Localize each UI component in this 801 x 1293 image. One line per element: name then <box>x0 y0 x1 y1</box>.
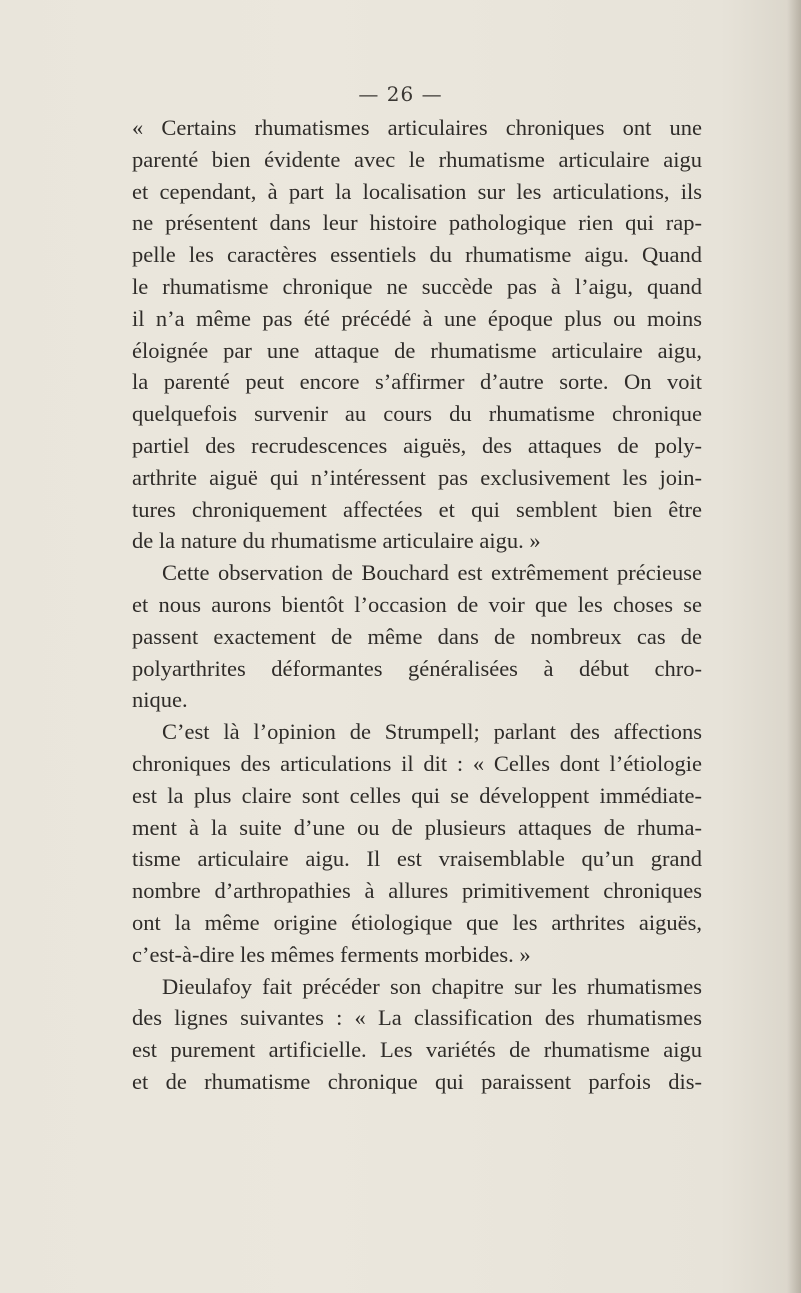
page-edge-shadow <box>787 0 801 1293</box>
text-line: de la nature du rhumatisme articulaire aigu. » <box>132 528 541 554</box>
text-line: ment à la suite d’une ou de plusieurs attaques de rhuma- <box>132 814 702 840</box>
text-line: ne présentent dans leur histoire pathologique rien qui rap- <box>132 210 702 236</box>
text-line: Dieulafoy fait précéder son chapitre sur les rhumatismes <box>162 973 702 999</box>
text-line: le rhumatisme chronique ne succède pas à l’aigu, quand <box>132 273 702 299</box>
text-line: des lignes suivantes : « La classification des rhumatismes <box>132 1005 702 1031</box>
text-line: tures chroniquement affectées et qui semblent bien être <box>132 496 702 522</box>
text-line: polyarthrites déformantes généralisées à début chro- <box>132 655 702 681</box>
text-line: la parenté peut encore s’affirmer d’autre sorte. On voit <box>132 369 702 395</box>
text-line: il n’a même pas été précédé à une époque plus ou moins <box>132 305 702 331</box>
text-line: nique. <box>132 687 188 713</box>
text-line: partiel des recrudescences aiguës, des attaques de poly- <box>132 432 702 458</box>
text-line: éloignée par une attaque de rhumatisme articulaire aigu, <box>132 337 702 363</box>
body-text <box>132 112 702 1098</box>
text-line: ont la même origine étiologique que les arthrites aiguës, <box>132 909 702 935</box>
text-line: parenté bien évidente avec le rhumatisme articulaire aigu <box>132 146 702 172</box>
text-line: passent exactement de même dans de nombreux cas de <box>132 623 702 649</box>
text-line: et cependant, à part la localisation sur les articulations, ils <box>132 178 702 204</box>
text-line: et de rhumatisme chronique qui paraissent parfois dis- <box>132 1068 702 1094</box>
text-line: nombre d’arthropathies à allures primitivement chroniques <box>132 878 702 904</box>
text-line: est purement artificielle. Les variétés de rhumatisme aigu <box>132 1037 702 1063</box>
text-line: quelquefois survenir au cours du rhumatisme chronique <box>132 401 702 427</box>
text-line: arthrite aiguë qui n’intéressent pas exclusivement les join- <box>132 464 702 490</box>
page-number: — 26 — <box>358 82 443 106</box>
text-line: pelle les caractères essentiels du rhumatisme aigu. Quand <box>132 242 702 268</box>
text-line: et nous aurons bientôt l’occasion de voir que les choses se <box>132 591 702 617</box>
text-line: « Certains rhumatismes articulaires chroniques ont une <box>132 115 702 140</box>
text-line: c’est-à-dire les mêmes ferments morbides. » <box>132 941 531 967</box>
text-line: tisme articulaire aigu. Il est vraisemblable qu’un grand <box>132 846 702 872</box>
text-line: Cette observation de Bouchard est extrêmement précieuse <box>162 560 702 586</box>
text-line: chroniques des articulations il dit : « Celles dont l’étiologie <box>132 750 702 776</box>
text-line: C’est là l’opinion de Strumpell; parlant des affections <box>162 719 702 745</box>
text-line: est la plus claire sont celles qui se développent immédiate- <box>132 782 702 808</box>
